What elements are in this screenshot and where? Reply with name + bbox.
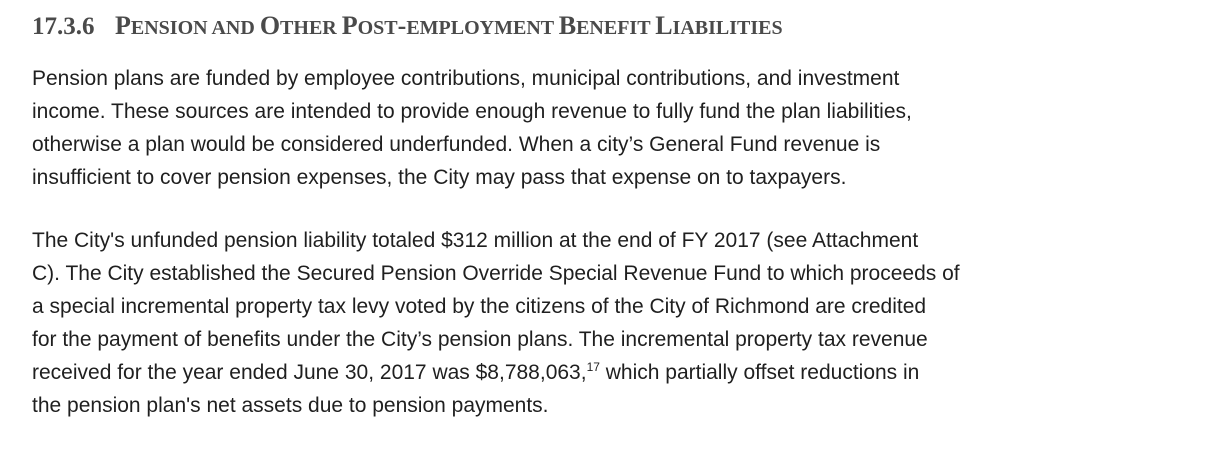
section-title-part: ENEFIT [576, 17, 656, 39]
paragraph-pension-funding [32, 62, 1172, 194]
text-line: a special incremental property tax levy voted by the citizens of the City of Richmond are credited [32, 295, 927, 318]
section-title-part: - [397, 11, 407, 40]
paragraph-unfunded-liability [32, 224, 1172, 422]
text-line: income. These sources are intended to provide enough revenue to fully fund the plan liabilities, [32, 100, 912, 123]
section-title-part: P [115, 11, 131, 40]
text-line: otherwise a plan would be considered underfunded. When a city’s General Fund revenue is [32, 133, 881, 156]
text-line: Pension plans are funded by employee contributions, municipal contributions, and investment [32, 67, 900, 90]
section-title-part: L [655, 11, 673, 40]
section-title [109, 11, 783, 40]
text-fragment: which partially offset reductions in [599, 361, 920, 384]
section-title-part: OST [357, 17, 398, 39]
section-title-part: EMPLOYMENT [406, 17, 559, 39]
footnote-reference[interactable]: 17 [586, 360, 600, 374]
text-line [32, 356, 1172, 389]
section-title-part: P [341, 11, 358, 40]
section-title-part: B [558, 11, 577, 40]
text-line: C). The City established the Secured Pension Override Special Revenue Fund to which proceeds of [32, 262, 960, 285]
section-title-part: IABILITIES [672, 17, 783, 39]
section-title-part: O [259, 11, 281, 40]
text-fragment: received for the year ended June 30, 2017 was $8,788,063, [32, 361, 587, 384]
section-number: 17.3.6 [32, 13, 95, 40]
text-line: for the payment of benefits under the City’s pension plans. The incremental property tax revenue [32, 328, 928, 351]
section-title-part: THER [280, 17, 342, 39]
text-line: the pension plan's net assets due to pension payments. [32, 394, 549, 417]
section-heading [32, 8, 783, 46]
text-line: insufficient to cover pension expenses, the City may pass that expense on to taxpayers. [32, 166, 847, 189]
text-line: The City's unfunded pension liability totaled $312 million at the end of FY 2017 (see Attachment [32, 229, 919, 252]
section-title-part: ENSION AND [130, 17, 260, 39]
